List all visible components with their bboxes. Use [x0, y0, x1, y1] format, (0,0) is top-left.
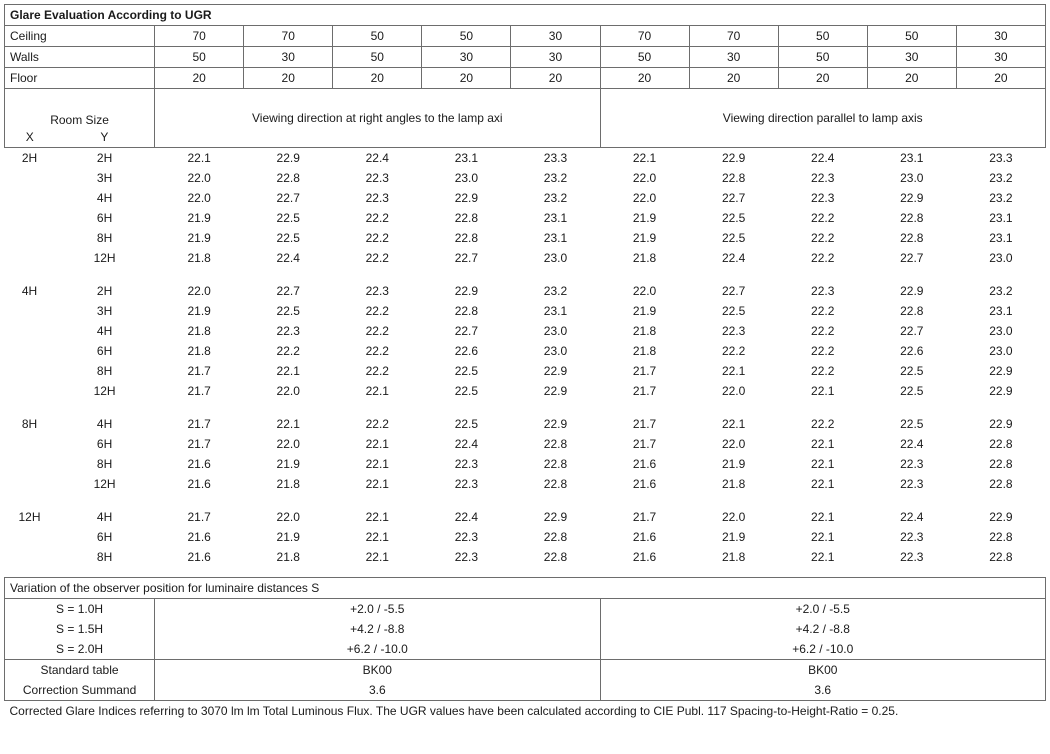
ugr-value-perpendicular: 22.1: [276, 416, 300, 431]
ugr-value-perpendicular: 21.9: [187, 210, 211, 225]
ugr-value-perpendicular: 21.6: [187, 549, 211, 564]
ugr-value-parallel: 22.0: [721, 509, 746, 524]
ugr-value-perpendicular: 22.1: [365, 549, 389, 564]
ugr-value-parallel: 23.3: [989, 150, 1013, 165]
ugr-value-perpendicular: 22.8: [543, 529, 568, 544]
reflectance-label-floor: Floor: [5, 68, 155, 89]
ugr-value-perpendicular: 23.2: [543, 283, 568, 298]
ugr-value-parallel: 22.4: [900, 436, 924, 451]
room-y-value: 12H: [93, 383, 116, 398]
room-y-value: 4H: [96, 509, 113, 524]
ugr-value-parallel: 21.9: [632, 210, 657, 225]
ugr-value-perpendicular: 22.0: [187, 170, 211, 185]
room-x-value: [5, 434, 55, 454]
ugr-value-perpendicular: 22.3: [454, 529, 479, 544]
ugr-value-perpendicular: 23.0: [543, 250, 568, 265]
ugr-value-parallel: 22.0: [721, 436, 746, 451]
ugr-value-parallel: 22.2: [811, 363, 835, 378]
ugr-value-perpendicular: 22.9: [276, 150, 300, 165]
ugr-value-perpendicular: 22.7: [454, 250, 479, 265]
ugr-value-parallel: 22.3: [811, 283, 835, 298]
reflectance-value: 30: [422, 47, 511, 68]
room-x-value: [5, 381, 55, 401]
ugr-value-perpendicular: 22.0: [187, 283, 211, 298]
ugr-value-perpendicular: 22.2: [365, 210, 389, 225]
reflectance-value: 20: [244, 68, 333, 89]
ugr-value-perpendicular: 22.5: [276, 303, 300, 318]
footer-note: Corrected Glare Indices referring to 3070 lm lm Total Luminous Flux. The UGR values have been calculated according to CIE Publ. 117 Spacing-to-Height-Ratio = 0.25.: [5, 700, 1046, 721]
ugr-value-parallel: 21.8: [632, 250, 657, 265]
room-y-value: 2H: [96, 283, 113, 298]
ugr-value-perpendicular: 22.4: [276, 250, 300, 265]
room-size-header: Room Size: [5, 89, 155, 127]
ugr-value-perpendicular: 22.2: [365, 343, 389, 358]
ugr-value-perpendicular: 21.9: [187, 230, 211, 245]
ugr-value-perpendicular: 22.3: [365, 170, 389, 185]
ugr-value-parallel: 23.1: [989, 230, 1013, 245]
reflectance-value: 70: [689, 26, 778, 47]
reflectance-label-walls: Walls: [5, 47, 155, 68]
room-y-value: 6H: [96, 210, 113, 225]
room-y-value: 6H: [96, 529, 113, 544]
ugr-value-parallel: 22.8: [989, 549, 1013, 564]
ugr-value-perpendicular: 22.1: [365, 456, 389, 471]
ugr-table-body: [5, 5, 1046, 721]
room-y-value: 2H: [96, 150, 113, 165]
ugr-value-parallel: 22.7: [721, 190, 746, 205]
ugr-value-parallel: 22.8: [900, 303, 924, 318]
room-y-value: 3H: [96, 170, 113, 185]
direction-perpendicular-header: Viewing direction at right angles to the lamp axi: [155, 89, 600, 148]
ugr-value-parallel: 21.6: [632, 476, 657, 491]
room-y-value: 6H: [96, 343, 113, 358]
ugr-value-parallel: 21.9: [721, 529, 746, 544]
ugr-value-parallel: 22.5: [721, 303, 746, 318]
ugr-value-perpendicular: 22.9: [543, 363, 568, 378]
ugr-value-parallel: 21.8: [721, 549, 746, 564]
room-x-value: [5, 454, 55, 474]
ugr-value-perpendicular: 21.6: [187, 529, 211, 544]
room-x-value: [5, 188, 55, 208]
ugr-value-parallel: 22.8: [989, 436, 1013, 451]
ugr-value-perpendicular: 22.1: [365, 476, 389, 491]
ugr-value-perpendicular: 22.5: [454, 383, 479, 398]
ugr-value-perpendicular: 23.3: [543, 150, 568, 165]
ugr-value-perpendicular: 22.1: [365, 509, 389, 524]
room-x-value: 4H: [21, 283, 38, 298]
reflectance-value: 30: [867, 47, 956, 68]
ugr-value-perpendicular: 22.1: [365, 383, 389, 398]
ugr-value-parallel: 22.9: [989, 363, 1013, 378]
reflectance-value: 30: [511, 47, 600, 68]
ugr-value-perpendicular: 22.3: [454, 549, 479, 564]
ugr-value-perpendicular: 23.2: [543, 170, 568, 185]
ugr-value-perpendicular: 22.4: [454, 436, 479, 451]
ugr-value-parallel: 21.6: [632, 529, 657, 544]
reflectance-value: 50: [422, 26, 511, 47]
variation-value-parallel: +2.0 / -5.5: [600, 598, 1046, 619]
ugr-value-perpendicular: 23.1: [543, 303, 568, 318]
ugr-value-parallel: 22.2: [811, 416, 835, 431]
ugr-value-perpendicular: 22.0: [276, 383, 300, 398]
ugr-value-perpendicular: 22.1: [365, 436, 389, 451]
ugr-value-parallel: 22.9: [989, 416, 1013, 431]
ugr-value-parallel: 22.5: [900, 363, 924, 378]
ugr-value-parallel: 22.8: [989, 529, 1013, 544]
room-x-value: [5, 547, 55, 567]
ugr-value-parallel: 22.5: [721, 230, 746, 245]
ugr-value-parallel: 22.2: [811, 210, 835, 225]
reflectance-value: 30: [244, 47, 333, 68]
room-x-value: [5, 301, 55, 321]
ugr-value-parallel: 22.8: [989, 476, 1013, 491]
ugr-value-parallel: 22.1: [811, 383, 835, 398]
standard-table-perpendicular: BK00: [155, 659, 600, 680]
ugr-value-parallel: 21.9: [632, 303, 657, 318]
ugr-value-parallel: 22.3: [811, 190, 835, 205]
reflectance-value: 30: [511, 26, 600, 47]
room-y-value: 4H: [96, 416, 113, 431]
ugr-value-perpendicular: 22.5: [276, 210, 300, 225]
ugr-value-parallel: 21.9: [632, 230, 657, 245]
ugr-value-perpendicular: 22.7: [454, 323, 479, 338]
ugr-value-parallel: 22.6: [900, 343, 924, 358]
ugr-value-parallel: 22.9: [989, 509, 1013, 524]
ugr-value-perpendicular: 22.9: [454, 283, 479, 298]
variation-value-perpendicular: +6.2 / -10.0: [155, 639, 600, 660]
ugr-value-parallel: 22.0: [721, 383, 746, 398]
ugr-sheet: [0, 4, 1050, 754]
ugr-value-perpendicular: 22.5: [454, 416, 479, 431]
ugr-value-perpendicular: 22.1: [365, 529, 389, 544]
ugr-value-parallel: 21.8: [632, 343, 657, 358]
ugr-value-perpendicular: 22.3: [454, 476, 479, 491]
reflectance-value: 50: [333, 47, 422, 68]
reflectance-value: 50: [333, 26, 422, 47]
ugr-value-parallel: 21.7: [632, 436, 657, 451]
variation-heading: Variation of the observer position for luminaire distances S: [5, 577, 1046, 598]
room-y-value: 4H: [96, 323, 113, 338]
ugr-value-parallel: 22.2: [721, 343, 746, 358]
ugr-value-parallel: 22.4: [811, 150, 835, 165]
ugr-value-parallel: 22.1: [721, 416, 746, 431]
room-y-value: 8H: [96, 363, 113, 378]
ugr-value-perpendicular: 21.6: [187, 456, 211, 471]
ugr-value-parallel: 22.7: [900, 323, 924, 338]
ugr-value-parallel: 21.8: [632, 323, 657, 338]
reflectance-value: 20: [778, 68, 867, 89]
standard-table-parallel: BK00: [600, 659, 1046, 680]
reflectance-value: 30: [689, 47, 778, 68]
ugr-value-perpendicular: 22.8: [454, 210, 479, 225]
ugr-value-perpendicular: 22.1: [276, 363, 300, 378]
ugr-value-perpendicular: 21.9: [276, 456, 300, 471]
room-x-value: [5, 321, 55, 341]
ugr-value-perpendicular: 21.7: [187, 509, 211, 524]
ugr-value-parallel: 22.7: [721, 283, 746, 298]
room-x-value: [5, 228, 55, 248]
ugr-value-parallel: 22.0: [632, 283, 657, 298]
ugr-value-parallel: 22.9: [989, 383, 1013, 398]
ugr-value-parallel: 22.1: [811, 549, 835, 564]
ugr-value-parallel: 22.8: [900, 230, 924, 245]
ugr-value-parallel: 22.8: [721, 170, 746, 185]
axis-y-header: Y: [55, 127, 155, 148]
room-y-value: 8H: [96, 456, 113, 471]
room-x-value: [5, 208, 55, 228]
ugr-value-perpendicular: 22.9: [543, 416, 568, 431]
axis-x-header: X: [5, 127, 55, 148]
ugr-value-parallel: 22.5: [900, 383, 924, 398]
ugr-value-parallel: 22.5: [900, 416, 924, 431]
ugr-value-parallel: 22.0: [632, 190, 657, 205]
ugr-value-perpendicular: 22.2: [365, 323, 389, 338]
ugr-value-perpendicular: 21.8: [276, 549, 300, 564]
ugr-value-perpendicular: 22.2: [365, 250, 389, 265]
ugr-value-parallel: 23.1: [989, 210, 1013, 225]
room-y-value: 8H: [96, 549, 113, 564]
ugr-value-parallel: 23.2: [989, 170, 1013, 185]
reflectance-value: 20: [867, 68, 956, 89]
ugr-value-parallel: 22.2: [811, 303, 835, 318]
room-y-value: 8H: [96, 230, 113, 245]
ugr-value-perpendicular: 22.2: [276, 343, 300, 358]
ugr-value-perpendicular: 23.0: [454, 170, 479, 185]
ugr-value-parallel: 22.2: [811, 230, 835, 245]
reflectance-value: 30: [956, 47, 1045, 68]
ugr-value-perpendicular: 22.8: [543, 456, 568, 471]
ugr-value-perpendicular: 22.0: [276, 436, 300, 451]
reflectance-value: 20: [600, 68, 689, 89]
ugr-value-perpendicular: 21.6: [187, 476, 211, 491]
variation-value-parallel: +4.2 / -8.8: [600, 619, 1046, 639]
reflectance-value: 50: [778, 47, 867, 68]
group-spacer: [5, 494, 1046, 507]
reflectance-value: 20: [956, 68, 1045, 89]
ugr-value-perpendicular: 23.1: [543, 210, 568, 225]
ugr-value-perpendicular: 22.3: [365, 283, 389, 298]
ugr-value-parallel: 22.8: [989, 456, 1013, 471]
ugr-value-perpendicular: 22.3: [365, 190, 389, 205]
room-y-value: 12H: [93, 476, 116, 491]
ugr-value-perpendicular: 22.5: [454, 363, 479, 378]
room-x-value: [5, 527, 55, 547]
ugr-value-parallel: 22.1: [811, 456, 835, 471]
ugr-value-perpendicular: 21.7: [187, 416, 211, 431]
reflectance-value: 70: [600, 26, 689, 47]
ugr-value-parallel: 22.8: [900, 210, 924, 225]
ugr-value-parallel: 21.7: [632, 363, 657, 378]
ugr-value-parallel: 22.0: [632, 170, 657, 185]
room-y-value: 6H: [96, 436, 113, 451]
ugr-value-perpendicular: 21.7: [187, 436, 211, 451]
ugr-value-parallel: 22.7: [900, 250, 924, 265]
ugr-value-perpendicular: 23.1: [543, 230, 568, 245]
reflectance-value: 20: [422, 68, 511, 89]
variation-label: S = 1.5H: [5, 619, 155, 639]
correction-summand-parallel: 3.6: [600, 680, 1046, 701]
ugr-value-parallel: 23.0: [989, 343, 1013, 358]
group-spacer: [5, 401, 1046, 414]
reflectance-value: 50: [155, 47, 244, 68]
ugr-value-perpendicular: 22.7: [276, 190, 300, 205]
ugr-value-parallel: 23.2: [989, 283, 1013, 298]
room-x-value: 8H: [21, 416, 38, 431]
ugr-value-parallel: 22.2: [811, 343, 835, 358]
reflectance-value: 20: [155, 68, 244, 89]
ugr-value-perpendicular: 22.8: [543, 476, 568, 491]
room-y-value: 3H: [96, 303, 113, 318]
ugr-value-parallel: 22.1: [811, 509, 835, 524]
ugr-value-perpendicular: 21.8: [276, 476, 300, 491]
group-spacer: [5, 268, 1046, 281]
room-x-value: 2H: [21, 150, 38, 165]
ugr-value-parallel: 23.0: [989, 323, 1013, 338]
ugr-value-parallel: 23.0: [900, 170, 924, 185]
ugr-value-parallel: 21.8: [721, 476, 746, 491]
variation-value-perpendicular: +4.2 / -8.8: [155, 619, 600, 639]
ugr-value-perpendicular: 22.6: [454, 343, 479, 358]
room-x-value: [5, 474, 55, 494]
reflectance-value: 20: [333, 68, 422, 89]
ugr-value-perpendicular: 22.8: [543, 436, 568, 451]
room-x-value: 12H: [18, 509, 41, 524]
ugr-value-perpendicular: 21.8: [187, 343, 211, 358]
ugr-value-perpendicular: 22.4: [454, 509, 479, 524]
ugr-value-perpendicular: 22.2: [365, 416, 389, 431]
ugr-value-parallel: 22.1: [811, 436, 835, 451]
ugr-value-perpendicular: 22.8: [454, 230, 479, 245]
section-spacer: [5, 567, 1046, 578]
room-y-value: 4H: [96, 190, 113, 205]
ugr-value-parallel: 21.6: [632, 549, 657, 564]
ugr-value-perpendicular: 22.8: [276, 170, 300, 185]
ugr-value-perpendicular: 21.8: [187, 323, 211, 338]
variation-label: S = 1.0H: [5, 598, 155, 619]
direction-parallel-header: Viewing direction parallel to lamp axis: [600, 89, 1046, 148]
ugr-value-parallel: 22.3: [721, 323, 746, 338]
ugr-value-perpendicular: 22.4: [365, 150, 389, 165]
ugr-value-parallel: 22.9: [900, 283, 924, 298]
ugr-value-parallel: 22.4: [721, 250, 746, 265]
ugr-value-parallel: 21.7: [632, 383, 657, 398]
room-x-value: [5, 248, 55, 268]
ugr-value-parallel: 21.7: [632, 416, 657, 431]
ugr-value-parallel: 22.4: [900, 509, 924, 524]
ugr-value-parallel: 22.9: [900, 190, 924, 205]
ugr-value-parallel: 21.6: [632, 456, 657, 471]
ugr-value-perpendicular: 22.5: [276, 230, 300, 245]
ugr-value-parallel: 21.9: [721, 456, 746, 471]
ugr-value-perpendicular: 22.9: [543, 383, 568, 398]
ugr-value-perpendicular: 22.3: [276, 323, 300, 338]
ugr-value-parallel: 23.1: [989, 303, 1013, 318]
ugr-value-perpendicular: 22.8: [454, 303, 479, 318]
ugr-value-perpendicular: 22.8: [543, 549, 568, 564]
correction-summand-perpendicular: 3.6: [155, 680, 600, 701]
ugr-value-parallel: 22.1: [811, 476, 835, 491]
ugr-value-parallel: 22.5: [721, 210, 746, 225]
ugr-value-perpendicular: 21.8: [187, 250, 211, 265]
ugr-value-perpendicular: 21.7: [187, 363, 211, 378]
ugr-value-perpendicular: 22.2: [365, 363, 389, 378]
ugr-value-perpendicular: 22.2: [365, 230, 389, 245]
correction-summand-label: Correction Summand: [5, 680, 155, 701]
ugr-value-parallel: 22.3: [811, 170, 835, 185]
variation-value-parallel: +6.2 / -10.0: [600, 639, 1046, 660]
ugr-value-parallel: 22.9: [721, 150, 746, 165]
ugr-value-perpendicular: 23.1: [454, 150, 479, 165]
ugr-value-perpendicular: 22.7: [276, 283, 300, 298]
reflectance-value: 50: [778, 26, 867, 47]
ugr-value-parallel: 22.2: [811, 323, 835, 338]
variation-label: S = 2.0H: [5, 639, 155, 660]
ugr-value-parallel: 23.2: [989, 190, 1013, 205]
reflectance-value: 70: [155, 26, 244, 47]
ugr-value-perpendicular: 23.0: [543, 343, 568, 358]
ugr-table: [4, 4, 1046, 721]
ugr-value-perpendicular: 22.9: [543, 509, 568, 524]
ugr-value-perpendicular: 21.7: [187, 383, 211, 398]
reflectance-value: 70: [244, 26, 333, 47]
ugr-value-parallel: 22.3: [900, 529, 924, 544]
ugr-value-perpendicular: 21.9: [276, 529, 300, 544]
ugr-value-parallel: 22.3: [900, 456, 924, 471]
ugr-value-parallel: 22.1: [632, 150, 657, 165]
ugr-value-perpendicular: 23.0: [543, 323, 568, 338]
room-y-value: 12H: [93, 250, 116, 265]
reflectance-value: 50: [600, 47, 689, 68]
ugr-value-perpendicular: 22.1: [187, 150, 211, 165]
reflectance-value: 20: [689, 68, 778, 89]
ugr-value-parallel: 21.7: [632, 509, 657, 524]
ugr-value-perpendicular: 23.2: [543, 190, 568, 205]
ugr-value-parallel: 22.3: [900, 476, 924, 491]
ugr-value-parallel: 23.1: [900, 150, 924, 165]
room-x-value: [5, 168, 55, 188]
ugr-value-perpendicular: 22.0: [187, 190, 211, 205]
ugr-value-perpendicular: 22.2: [365, 303, 389, 318]
ugr-value-perpendicular: 22.3: [454, 456, 479, 471]
ugr-value-parallel: 22.3: [900, 549, 924, 564]
room-x-value: [5, 361, 55, 381]
standard-table-label: Standard table: [5, 659, 155, 680]
ugr-value-parallel: 22.1: [811, 529, 835, 544]
reflectance-value: 20: [511, 68, 600, 89]
room-x-value: [5, 341, 55, 361]
ugr-value-perpendicular: 22.0: [276, 509, 300, 524]
ugr-value-perpendicular: 21.9: [187, 303, 211, 318]
reflectance-label-ceiling: Ceiling: [5, 26, 155, 47]
variation-value-perpendicular: +2.0 / -5.5: [155, 598, 600, 619]
reflectance-value: 30: [956, 26, 1045, 47]
ugr-value-parallel: 23.0: [989, 250, 1013, 265]
ugr-value-perpendicular: 22.9: [454, 190, 479, 205]
ugr-value-parallel: 22.2: [811, 250, 835, 265]
ugr-value-parallel: 22.1: [721, 363, 746, 378]
page-title: Glare Evaluation According to UGR: [5, 5, 1046, 26]
reflectance-value: 50: [867, 26, 956, 47]
